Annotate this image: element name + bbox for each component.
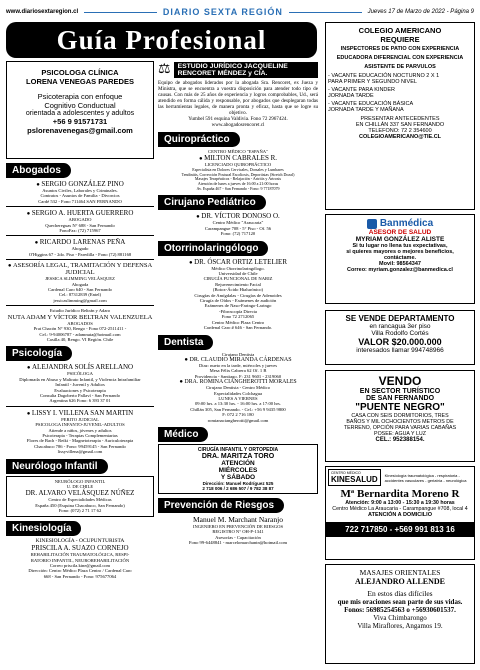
entry-name: ● MILTON CABRALES R. xyxy=(158,154,318,162)
site-url[interactable]: www.diariosextaregion.cl xyxy=(6,9,79,15)
entry-line: Cardenal Caro 640 - San Fernando xyxy=(48,287,112,293)
kinesalud-logo xyxy=(328,469,381,486)
ad-name: "PUENTE NEGRO" xyxy=(355,402,445,413)
ad-title: SE VENDE DEPARTAMENTO xyxy=(345,314,455,323)
cirujano-entry xyxy=(158,212,318,236)
entry-line: LICENCIADO QUIROPRÁCTICO xyxy=(204,162,272,168)
ad-title: REQUIERE xyxy=(380,35,420,44)
ad-line: contáctame. xyxy=(383,255,417,261)
entry-name: DRA. MARITZA TORO xyxy=(201,452,275,460)
entry-name: ● SERGIO A. HUERTA GUERRERO xyxy=(6,209,154,217)
entry-line: JESSICA SLIMMING VELÁSQUEZ xyxy=(45,276,115,282)
ad-line: Cognitivo Conductual xyxy=(44,101,116,110)
divider xyxy=(6,235,154,236)
section-header: Cirujano Pediátrico xyxy=(158,195,266,210)
ad-phone: 722 717850 - +569 991 813 16 xyxy=(326,522,474,537)
ad-line: interesados llamar 994748966 xyxy=(356,347,444,354)
estudio-title xyxy=(174,62,318,78)
entry-line: Prat Chacón N° 930, Rengo - Fono 072-2511411 - xyxy=(33,326,127,332)
entry-line: Infantil - Juvenil y Adultos xyxy=(55,382,105,388)
entry-line: Abogada xyxy=(71,281,89,287)
banmedica-logo xyxy=(328,218,472,229)
entry-name: ● DRA. ROMINA CIANGHEROTTI MORALES xyxy=(158,379,318,385)
ad-line: Viva Chimbarongo xyxy=(373,614,427,622)
section-header: Prevención de Riesgos xyxy=(158,498,284,513)
entry-line: REGISTRO N° OH-P-1341 xyxy=(212,529,264,535)
ad-email: pslorenavenegas@gmail.com xyxy=(27,126,133,135)
ad-line: DE SAN FERNANDO xyxy=(365,395,435,402)
banmedica-brand: Banmédica xyxy=(379,218,434,229)
entry-line: NEURÓLOGO INFANTIL xyxy=(54,478,106,484)
ad-line: Centro Médico La Araucaria - Carampangue #708, local 4 xyxy=(332,506,468,512)
psicologia-entry xyxy=(6,363,154,403)
entry-line: Asesorías - Capacitación xyxy=(215,534,261,540)
middle-column xyxy=(158,61,318,546)
divider xyxy=(289,12,362,13)
entry-line: O'Higgins 67 - 2do. Piso - Paredilla - Fono (72) 881168 xyxy=(28,251,132,257)
ad-line: en rancagua 3er piso xyxy=(369,323,431,330)
masthead xyxy=(6,6,474,18)
ad-phone: Fonos: 56985254563 o +56930601537. xyxy=(344,606,456,614)
entry-line: INGENIERO EN PREVENCIÓN DE RIESGOS xyxy=(192,523,284,529)
entry-line: REHABILITACIÓN TRAUMATOLÓGICA, RESPI- xyxy=(30,552,130,558)
entry-line: F: 072 2 716 180 xyxy=(222,412,254,418)
dentista-entry xyxy=(158,352,318,423)
logo-text: CENTRO MÉDICO xyxy=(331,471,361,475)
divider xyxy=(6,206,154,207)
entry-line: Asuntos Civiles, Laborales y Criminales. xyxy=(42,188,118,193)
ad-title: VENDO xyxy=(378,374,422,388)
banmedica-icon xyxy=(367,219,377,229)
ad-line: orientada a adolescentes y adultos xyxy=(25,110,135,117)
logo-text: KINESALUD xyxy=(331,475,378,484)
entry-name: ● SERGIO GONZÁLEZ PINO xyxy=(6,180,154,188)
entry-line: Rejuvenecimiento Facial xyxy=(215,281,261,287)
divider xyxy=(6,305,154,306)
entry-line: Diaz: nueto en la tarde, miércoles y jueves xyxy=(198,362,278,368)
entry-line: Cel.: 9-94006787 - adamnuta@hotmail.com xyxy=(39,331,121,337)
section-header: Otorrinolaringólogo xyxy=(158,241,268,256)
ad-phone: Movil: 98564347 xyxy=(379,261,421,267)
ad-line: - VACANTE EDUCACIÓN NOCTURNO 2 X 1 xyxy=(328,73,440,79)
medico-entry xyxy=(158,444,318,494)
ad-name: Mª Bernardita Moreno R xyxy=(340,488,460,500)
entry-name: PRISCILA A. SUAZO CORNEJO xyxy=(31,544,129,553)
section-header: Psicología xyxy=(6,346,72,361)
ad-line: POSEE: AGUA Y LUZ xyxy=(374,431,426,437)
section-header: Dentista xyxy=(158,335,213,350)
departamento-ad xyxy=(325,310,475,365)
estudio-title-line: ESTUDIO JURÍDICO JACQUELINE xyxy=(177,62,288,70)
entry-line: Casilla 40, Rengo. VI Región. Chile xyxy=(46,336,114,342)
entry-line: Av. España 467 - San Fernando - Fono: 9 77187079 xyxy=(196,185,280,191)
entry-line: Atención de lunes a jueves de 16:00 a 21:00 horas xyxy=(197,180,279,186)
ad-line: INSPECTORES DE PATIO CON EXPERIENCIA xyxy=(340,46,460,52)
entry-line: Centro de Especialidades Médicas xyxy=(48,497,112,503)
ad-title: MASAJES ORIENTALES xyxy=(359,568,441,577)
ad-name: LORENA VENEGAS PAREDES xyxy=(26,77,134,86)
entry-line: Especialista en Dolores Cervicales, Dorsales y Lumbares xyxy=(192,166,284,172)
entry-line: romianaciangherotti@gmail.com xyxy=(207,417,269,423)
ad-line: Atención: 9:00 a 13:00 - 15:30 a 19:30 horas xyxy=(345,500,455,506)
entry-line: lissyvillena@gmail.com xyxy=(57,449,103,455)
riesgos-entry xyxy=(158,515,318,546)
entry-name: ● ALEJANDRA SOLÍS ARELLANO xyxy=(6,363,154,371)
entry-line: Psicoterapia - Terapias Complementarias xyxy=(42,432,118,438)
divider xyxy=(84,12,157,13)
left-column xyxy=(6,61,154,579)
estudio-header xyxy=(158,61,318,78)
entry-line: KINESIOLOGÍA - OCUPUNTURISTA xyxy=(35,537,125,544)
masajes-ad xyxy=(325,564,475,664)
entry-line: Centro Médico Plaza Centro xyxy=(211,319,265,325)
quiro-entry xyxy=(158,149,318,191)
entry-line: RATORIO INFANTIL, NEUROREHABILITACIÓN xyxy=(30,557,130,563)
entry-line: Cardenal Caro # 646 - San Fernando. xyxy=(203,325,273,331)
tagline-line: Kinesiología traumatológica - respiratoria - xyxy=(384,472,460,478)
ad-line: - VACANTE EDUCACIÓN BÁSICA xyxy=(328,101,414,107)
entry-line: PSICOLOGA INFANTO-JUVENIL-ADULTOS xyxy=(35,422,125,428)
ad-line: Villa Miraflores, Angamos 19. xyxy=(357,622,443,630)
entry-name: Manuel M. Marchant Naranjo xyxy=(193,514,283,524)
entry-line: Evaluaciones y Psicoterapia xyxy=(54,387,106,393)
ad-line: EDUCADORA DIFERENCIAL CON EXPERIENCIA xyxy=(336,55,464,61)
entry-line: 09:00 hrs. a 13:30 hrs. - 16:00 hrs. a 17:00 hrs. xyxy=(195,401,281,407)
entry-line: -Fibroscopía Directa xyxy=(219,308,257,314)
ad-line: que mis oraciones sean parte de sus vidas. xyxy=(337,598,463,606)
ad-line: si quieres mayores o mejores beneficios, xyxy=(346,249,454,255)
ad-line: TELEFONO: 72 2 354600 xyxy=(368,128,432,134)
divider xyxy=(6,259,154,260)
entry-line: Tendinitis, Corrección Postural Escoliosis, Deportistas (Stretch Dozal) xyxy=(181,171,295,177)
page-title: Guía Profesional xyxy=(6,22,317,58)
ad-price: VALOR $20.000.000 xyxy=(358,337,442,347)
entry-line: ABOGADOS xyxy=(67,320,93,326)
entry-line: Fono: (072) 2 71 17 62 xyxy=(58,508,102,514)
entry-line: España 450 (Esquina Chacabuco, San Fernando) xyxy=(35,502,125,508)
section-header: Neurólogo Infantil xyxy=(6,459,108,474)
entry-line: Exámenes de Naso-Faringo-Laringo xyxy=(204,303,272,309)
entry-line: Fono 99-6448841 - marcelomarchantn@hotmail.com xyxy=(188,540,288,546)
entry-line: Cirugía de Oídos - Exámenes de audición xyxy=(199,298,277,304)
ad-phone: +56 9 91571731 xyxy=(52,117,108,126)
entry-line: Dirección: Centro Médico Plaza Centro / Cardenal Caro xyxy=(28,568,132,574)
entry-line: Universidad de Chile xyxy=(218,271,258,277)
entry-line: Flores de Bach - Reiki - Magnetoterapia - Auriculoterapia xyxy=(26,438,134,444)
ad-name: MYRIAM GONZÁLEZ ALISTE xyxy=(355,236,445,243)
entry-line: Correo priscila.kine@gmail.com xyxy=(49,562,111,568)
divider xyxy=(6,406,154,407)
ad-line: Si tu lugar no llena tus expectativas, xyxy=(352,243,448,249)
entry-line: Chillán 305, San Fernando. - Cel.: +56 9 9435 9800 xyxy=(190,406,286,412)
ad-line: JORNADA TARDE xyxy=(328,93,374,99)
kinesalud-ad xyxy=(325,466,475,560)
entry-line: Abogado xyxy=(71,246,89,252)
entry-name: ● DR. ÓSCAR ORTIZ LETELIER xyxy=(158,258,318,266)
entry-line: Y SÁBADO xyxy=(220,473,256,481)
ad-title: COLEGIO AMERICANO xyxy=(358,26,442,35)
entry-line: 2 718 006 / 2 686 507 / 9 782 38 87 xyxy=(202,485,274,491)
estudio-body: Equipo de abogados liderados por la abogada Sra. Rencoret, ex Jueza y Ministra, que se encuentra a vuestra disposición para atender todo tipo de causas. Con más de 25 años de experiencia y logros comprobables, Ud., será atendido en forma cálida y responsable, por abogados que desplegaran todas las herramientas legales, de manera pronta y eficaz, hasta que se logre su objetivo. xyxy=(158,80,318,116)
estudio-juridico-ad xyxy=(158,61,318,128)
ad-line: CASA CON SEIS DORMITORIOS, TRES xyxy=(351,413,449,419)
entry-line: ABOGADO xyxy=(68,217,92,223)
ad-line: ATENCIÓN A DOMICILIO xyxy=(368,512,432,518)
ad-line: TERRENO, OPCIÓN PARA VARIAS CABAÑAS xyxy=(343,425,457,431)
entry-line: Fono: (72) 717120 xyxy=(220,231,256,237)
entry-line: PSICÓLOGA xyxy=(67,371,93,377)
estudio-address: Yumbel 591 esquina Valdivia. Fono 72 2967424. xyxy=(188,116,288,122)
entry-line: Providencia - Santiago. F: 231 9601 - 2319060 xyxy=(194,373,282,379)
entry-name: ● DR. VÍCTOR DONOSO O. xyxy=(158,212,318,220)
entry-line: Médico Otorrinolaringólogo. xyxy=(211,265,265,271)
entry-line: Mesa Félix Cabrera 62 Of. 1 B xyxy=(209,368,267,374)
ad-line: EN CHILLÁN 337 SAN FERNANDO xyxy=(355,122,445,128)
entry-line: Contratos - Asuntos de Familia - Divorcios xyxy=(40,193,120,199)
otorrino-entry xyxy=(158,258,318,331)
entry-line: jessicaslimming@gmail.com xyxy=(53,297,107,303)
ad-name: ALEJANDRO ALLENDE xyxy=(354,577,445,586)
vendo-ad xyxy=(325,370,475,462)
entry-line: Quechereguas N° 688 - San Fernando xyxy=(45,222,115,228)
ad-email[interactable]: Correo: myriam.gonzalez@banmedica.cl xyxy=(347,267,453,273)
psicologia-entry xyxy=(6,409,154,455)
tagline-line: accidentes vasculares - geriatría - neurológica xyxy=(384,477,467,483)
entry-line: Fono 72 2712065 xyxy=(221,314,255,320)
banmedica-ad xyxy=(325,214,475,304)
psicologa-ad xyxy=(6,61,154,159)
entry-line: MIÉRCOLES xyxy=(218,466,258,474)
ad-line: ASISTENTE DE PARVULOS xyxy=(364,64,436,70)
entry-line: (Botox-Ácido Hialurónico) xyxy=(212,287,264,293)
entry-line: Carampangue 708 - 5° Piso - Of. 56 xyxy=(204,225,272,231)
entry-name: ● LISSY I. VILLENA SAN MARTIN xyxy=(6,409,154,417)
estudio-title-line: RENCORET MÉNDEZ y CÍA. xyxy=(177,69,268,77)
entry-line: Masajes Terapéuticos - Relajación - Artritis y Artrosis xyxy=(194,176,282,182)
entry-line: LUNES A VIERNES xyxy=(218,395,258,401)
entry-line: Consulta Dagoberto Pallaví - San Fernando xyxy=(40,392,120,398)
kine-entry xyxy=(6,538,154,580)
abogado-entry xyxy=(6,238,154,257)
entry-name: ● DR. CLAUDIO MIRANDA CÁRDENAS xyxy=(158,357,318,363)
ad-phone: CEL.: 952388154. xyxy=(375,437,425,443)
entry-line: 668 - San Fernando - Fono: 975677064 xyxy=(43,573,117,579)
estudio-website[interactable]: www.abogadosrencoret.cl xyxy=(211,122,265,128)
scales-icon: ⚖ xyxy=(158,62,171,77)
section-header: Quiropráctico xyxy=(158,132,240,147)
entry-line: Centro Médico "Araucaria" xyxy=(212,220,264,226)
entry-line: Cardé 532 - Fono 711464 SAN FERNANDO xyxy=(38,198,122,204)
ad-title: PSICOLOGA CLÍNICA xyxy=(41,68,119,77)
entry-line: CENTRO MÉDICO "ESPAÑA" xyxy=(208,149,268,154)
abogado-entry xyxy=(6,262,154,303)
ad-line: Psicoterapia con enfoque xyxy=(37,92,123,101)
kinesalud-header xyxy=(326,467,474,488)
entry-line: PERITO JUDICIAL xyxy=(61,416,99,422)
colegio-ad xyxy=(325,22,475,210)
entry-line: Estudio Jurídico Beltrán y Adaro xyxy=(49,308,111,314)
entry-line: Cel.: 87312839 (Entel) xyxy=(58,292,102,298)
entry-line: CIRUGÍA INFANTIL Y ORTOPEDIA xyxy=(197,446,279,453)
entry-line: Dirección: Manuel Rodríguez 525 xyxy=(202,480,274,486)
ad-line: Villa Rodolfo Cortés xyxy=(371,330,429,337)
ad-line: PARA PRIMER Y SEGUNDO NIVEL xyxy=(328,79,417,85)
entry-line: Especialidades Colchagua xyxy=(213,390,263,396)
entry-line: ATENCIÓN xyxy=(221,459,255,467)
ad-line: BAÑOS Y MIL OCHOCIENTOS METROS DE xyxy=(346,419,454,425)
entry-line: CIRUGÍA FUNCIONAL DE NARIZ xyxy=(203,276,273,282)
entry-line: Cirujano Dentista - Centro Médico xyxy=(205,385,271,391)
issue-date: Jueves 17 de Marzo de 2022 - Página 9 xyxy=(367,9,474,15)
kinesalud-tagline xyxy=(385,473,467,483)
ad-line: JORNADA TARDE Y MAÑANA xyxy=(328,107,404,113)
newspaper-brand: DIARIO SEXTA REGIÓN xyxy=(162,7,283,17)
neuro-entry xyxy=(6,476,154,517)
entry-name: DR. ALVARO VELÁSQUEZ NÚÑEZ xyxy=(25,489,135,498)
entry-line: Argentina 626 Fono: 6 393 37 01 xyxy=(49,398,111,404)
entry-line: Cirujano Dentista xyxy=(221,351,255,357)
entry-line: Chacabuco 786 - Fono: 99459145 - San Fernando xyxy=(34,443,126,449)
ad-subtitle: ASESOR DE SALUD xyxy=(368,229,432,236)
entry-line: Atiende a niños, jóvenes y adultos xyxy=(48,427,112,433)
ad-line: En estos días difíciles xyxy=(367,589,433,598)
section-header: Kinesiología xyxy=(6,521,81,536)
entry-line: Cirugías de Amígdalas - Cirugías de Adenoides xyxy=(194,292,282,298)
abogado-entry xyxy=(6,308,154,342)
section-header: Abogados xyxy=(6,163,71,178)
abogado-entry xyxy=(6,180,154,204)
entry-name: NUTA ADAM Y VÍCTOR BELTRAN VALENZUELA xyxy=(7,313,153,321)
ad-email[interactable]: COLEGIOAMERICANO@TIE.CL xyxy=(358,134,442,140)
entry-name: ● ASESORÍA LEGAL, TRAMITACIÓN Y DEFENSA JUDICIAL xyxy=(6,262,154,276)
entry-line: Diplomada en Abuso y Maltrato Infantil, y Violencia Intrafamiliar xyxy=(19,376,141,382)
ad-line: - VACANTE PARA KINDER xyxy=(328,87,396,93)
entry-line: FonoFax: (72) 715967 xyxy=(59,228,101,234)
section-header: Médico xyxy=(158,427,208,442)
entry-name: ● RICARDO LARENAS PEÑA xyxy=(6,238,154,246)
ad-line: EN SECTOR TURÍSTICO xyxy=(359,388,441,395)
entry-line: U. DE CHILE xyxy=(66,484,94,489)
abogado-entry xyxy=(6,209,154,233)
ad-line: PRESENTAR ANTECEDENTES xyxy=(360,116,440,122)
